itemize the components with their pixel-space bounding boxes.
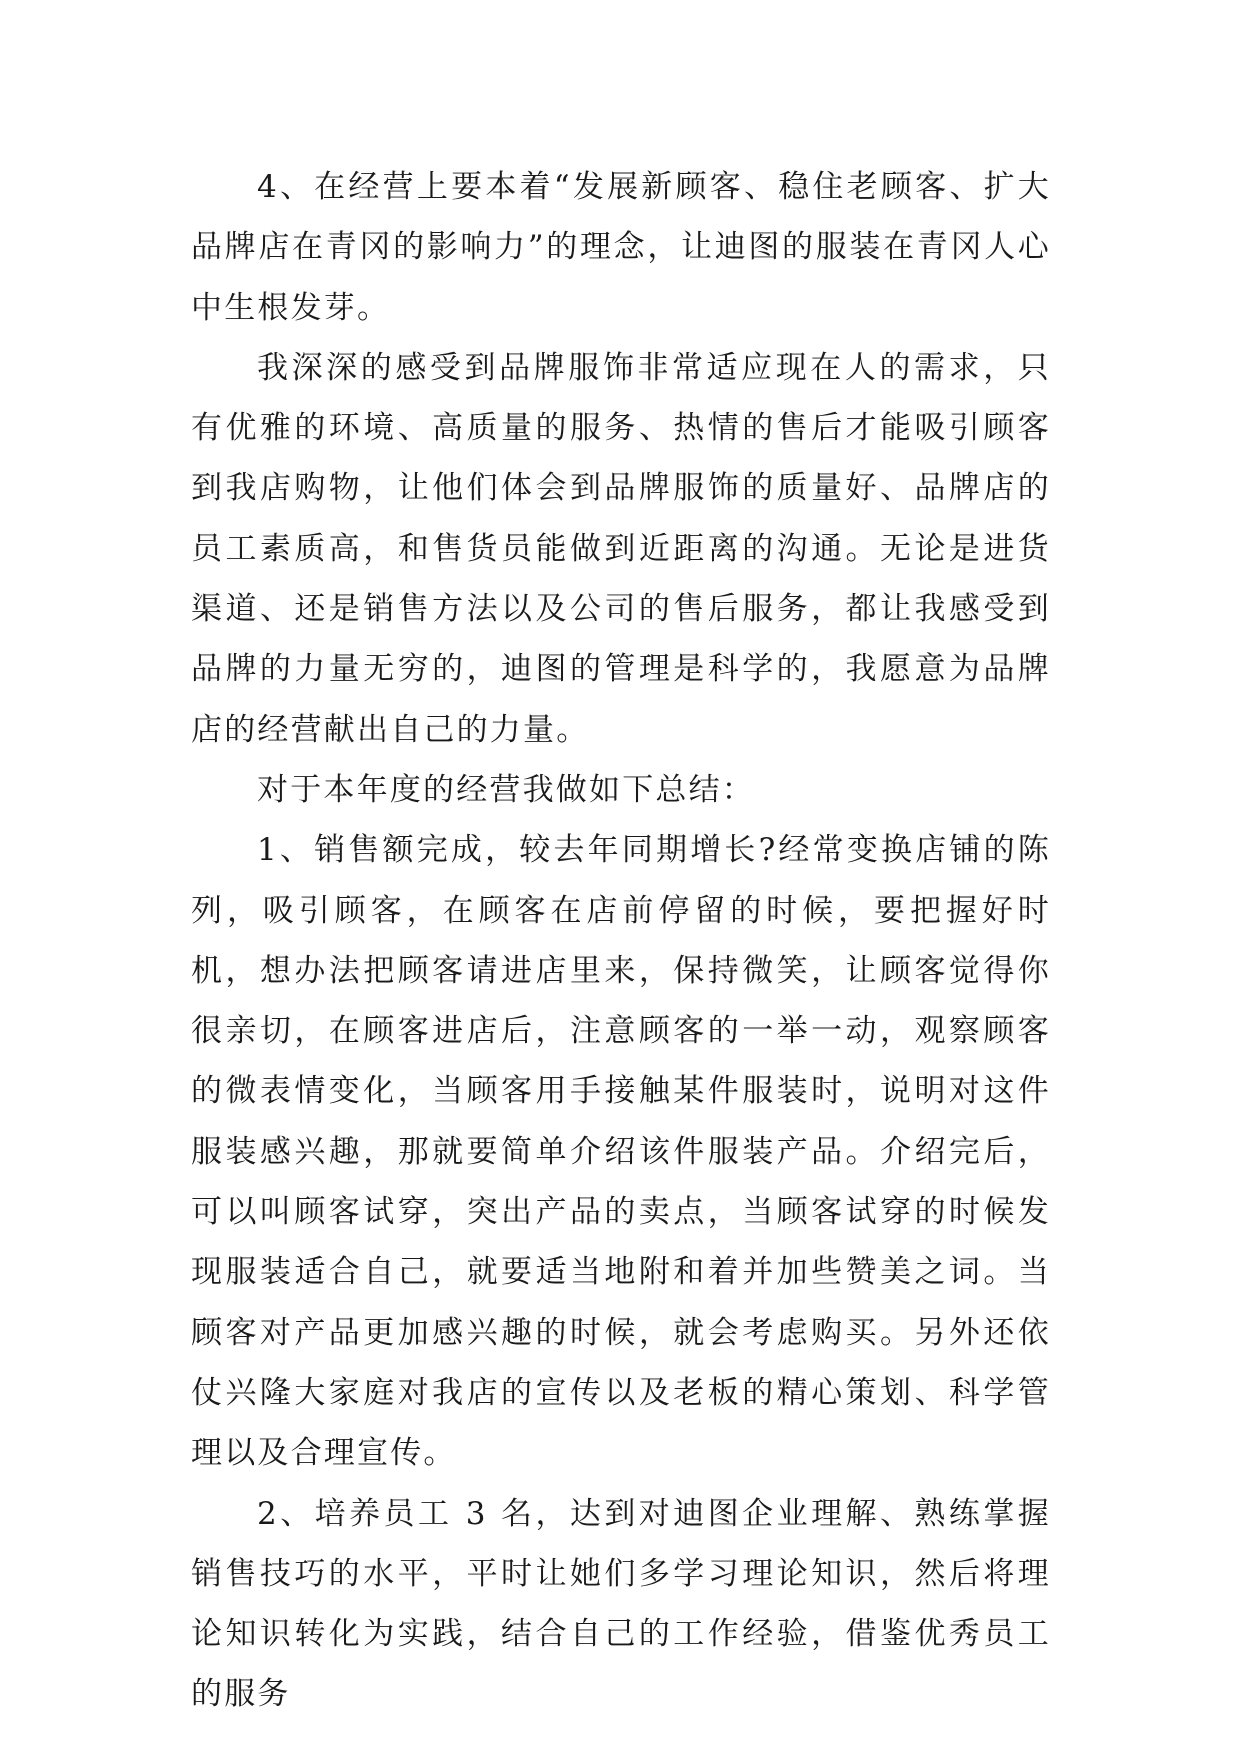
paragraph-item-2-staff: 2、培养员工 3 名，达到对迪图企业理解、熟练掌握销售技巧的水平，平时让她们多学习理论知识，然后将理论知识转化为实践，结合自己的工作经验，借鉴优秀员工的服务 bbox=[191, 1495, 1051, 1713]
paragraph-brand-feeling: 我深深的感受到品牌服饰非常适应现在人的需求，只有优雅的环境、高质量的服务、热情的售后才能吸引顾客到我店购物，让他们体会到品牌服饰的质量好、品牌店的员工素质高，和售货员能做到近距离的沟通。无论是进货渠道、还是销售方法以及公司的售后服务，都让我感受到品牌的力量无穷的，迪图的管理是科学的，我愿意为品牌店的经营献出自己的力量。 bbox=[191, 349, 1051, 748]
paragraph-item-4: 4、在经营上要本着“发展新顾客、稳住老顾客、扩大品牌店在青冈的影响力”的理念，让迪图的服装在青冈人心中生根发芽。 bbox=[191, 169, 1051, 326]
document-body bbox=[191, 157, 1051, 1725]
paragraph-summary-intro: 对于本年度的经营我做如下总结： bbox=[257, 771, 755, 808]
paragraph-item-1-sales: 1、销售额完成，较去年同期增长?经常变换店铺的陈列，吸引顾客，在顾客在店前停留的时候，要把握好时机，想办法把顾客请进店里来，保持微笑，让顾客觉得你很亲切，在顾客进店后，注意顾客的一举一动，观察顾客的微表情变化，当顾客用手接触某件服装时，说明对这件服装感兴趣，那就要简单介绍该件服装产品。介绍完后，可以叫顾客试穿，突出产品的卖点，当顾客试穿的时候发现服装适合自己，就要适当地附和着并加些赞美之词。当顾客对产品更加感兴趣的时候，就会考虑购买。另外还依仗兴隆大家庭对我店的宣传以及老板的精心策划、科学管理以及合理宣传。 bbox=[191, 832, 1051, 1472]
